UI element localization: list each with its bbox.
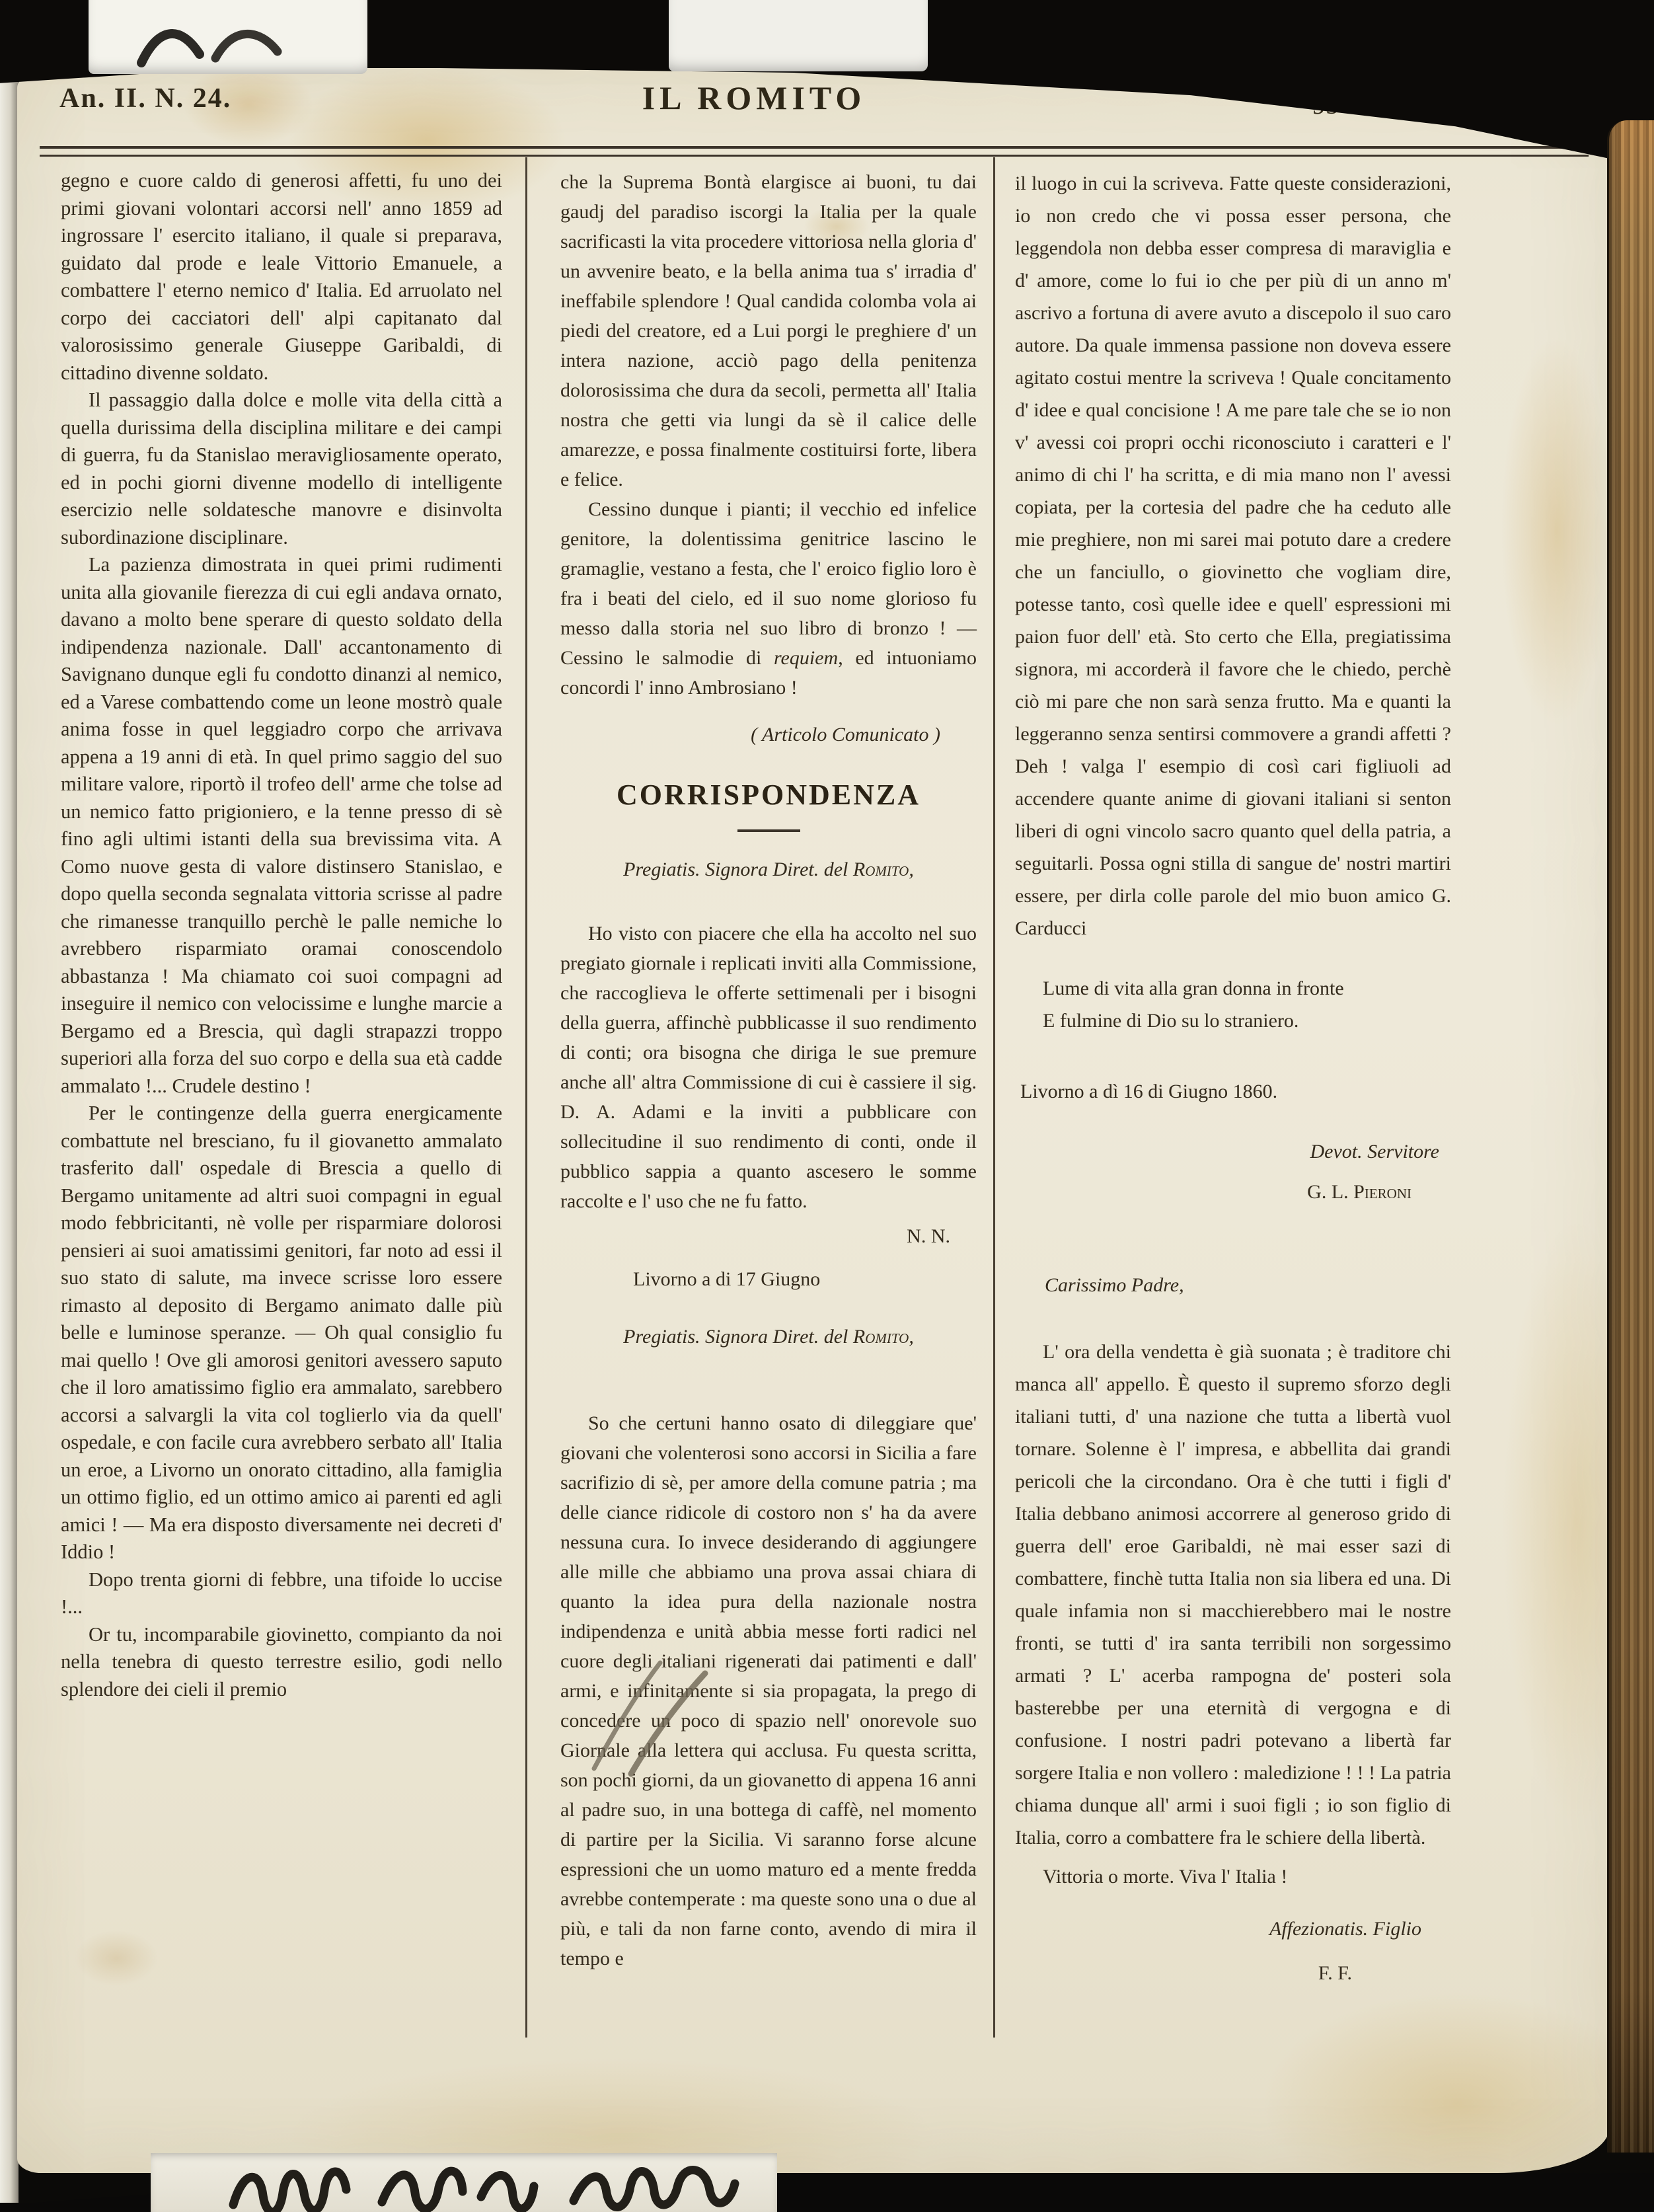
- enclosed-letter-body: L' ora della vendetta è già suonata ; è traditore chi manca all' appello. È questo il supremo sforzo degli italiani tutti, d' una nazione che tutta a libertà vuol tornare. Solenne è l' impresa, e abbellita dai grandi pericoli che la circondano. Ora è che tutti i figli d' Italia debbano animosi accorrere al generoso grido di guerra dell' eroe Garibaldi, nè mai esser sazi di combattere, finchè tutta Italia non sia libera ed una. Di quale infamia non si macchierebbero mai le nostre fronti, se tutti d' ira santa terribili non sorgessimo armati ? L' acerba rampogna de' posteri sola basterebbe per una eternità di vergogna e di confusione. I nostri padri potevano a libertà far sorgere Italia e non vollero : maledizione ! ! ! La patria chiama dunque all' armi i suoi figli ; io son figlio di Italia, corro a combattere fra le schiere della libertà.: [1015, 1341, 1451, 1849]
- enclosed-letter-motto: Vittoria o morte. Viva l' Italia !: [1043, 1866, 1288, 1888]
- column-divider-2: [993, 157, 995, 2038]
- enclosed-letter-salutation: Carissimo Padre,: [1045, 1274, 1184, 1296]
- column-2: [560, 167, 977, 1973]
- article-attribution: ( Articolo Comunicato ): [751, 724, 940, 745]
- letter1-signature: N. N.: [907, 1225, 950, 1247]
- col2-paragraph-cessino: Cessino dunque i pianti; il vecchio ed infelice genitore, la dolentissima genitrice lascino le gramaglie, vestano a festa, che l' eroico figlio loro è fra i beati del cielo, ed il suo nome glorioso fu messo dalla storia nel suo libro di bronzo ! — Cessino le salmodie di requiem, ed intuoniamo concordi l' inno Ambrosiano !: [560, 498, 977, 699]
- col1-paragraph-contingenze: Per le contingenze della guerra energicamente combattute nel bresciano, fu il giovanetto ammalato trasferito dall' ospedale di Brescia a quello di Bergamo unitamente ad altri suoi compagni in egual modo febbricitanti, nè volle per risparmiare dolorosi pensieri ai suoi amatissimi genitori, far noto ad essi il suo stato di salute, ma invece scrisse loro essere rimasto al deposito di Bergamo animato dalle più belle e luminose speranze. — Oh qual consiglio fu mai quello ! Ove gli amorosi genitori avessero saputo che il loro amatissimo figlio era ammalato, sarebbero accorsi a salvargli la vita col toglierlo via da quell' ospedale, e con facile cura avrebbero serbato all' Italia un eroe, a Livorno un onorato cittadino, alla famiglia un ottimo figlio, ed un ottimo amico ai parenti ed agli amici ! — Ma era disposto diversamente nei decreti d' Iddio !: [61, 1102, 502, 1563]
- section-heading-corrispondenza: CORRISPONDENZA: [616, 779, 921, 811]
- book-fore-edge: [1607, 120, 1654, 2153]
- letter2-dateline: Livorno a di 17 Giugno: [633, 1268, 821, 1290]
- enclosed-letter-signoff-role: Affezionatis. Figlio: [1269, 1918, 1421, 1940]
- poem-line-1: Lume di vita alla gran donna in fronte: [1043, 977, 1344, 999]
- poem-line-2: E fulmine di Dio su lo straniero.: [1043, 1010, 1299, 1032]
- issue-label: An. II. N. 24.: [59, 83, 232, 114]
- bookmark-tab-center: [669, 0, 928, 71]
- marker-handwriting: [151, 2153, 777, 2212]
- col1-paragraph-or-tu: Or tu, incomparabile giovinetto, compianto da noi nella tenebra di questo terrestre esilio, godi nello splendore dei cieli il premio: [61, 1622, 502, 1700]
- signoff-role: Devot. Servitore: [1310, 1141, 1439, 1163]
- column-divider-1: [525, 157, 527, 2038]
- page-left-edge: [0, 71, 19, 2203]
- newspaper-page: [17, 68, 1610, 2173]
- heading-dash: [737, 829, 800, 832]
- letter2-date: Livorno a dì 16 di Giugno 1860.: [1020, 1081, 1278, 1102]
- column-1: [61, 167, 502, 1703]
- letter2-body: So che certuni hanno osato di dileggiare que' giovani che volenterosi sono accorsi in Sicilia a fare sacrifizio di sè, per amore della comune patria ; ma delle ciance ridicole di costoro non s' ha da avere nessuna cura. Io invece desiderando di aggiungere alle mille che abbiamo una prova assai chiara di quanto la idea pura della nazionale nostra indipendenza e unità abbia messe forti radici nel cuore degli italiani rigenerati dai patimenti e dall' armi, e infinitamente si sia propagata, la prego di concedere un poco di spazio nell' onorevole suo Giornale alla lettera qui acclusa. Fu questa scritta, son pochi giorni, da un giovanetto di appena 16 anni al padre suo, in una bottega di caffè, nel momento di partire per la Sicilia. Vi saranno forse alcune espressioni che un uomo maturo ed a mente fredda avrebbe contemperate : ma queste sono una o due al più, e tali da non farne conto, avendo di mira il tempo e: [560, 1412, 977, 1969]
- col1-paragraph-passaggio: Il passaggio dalla dolce e molle vita della città a quella durissima della disciplina militare e dei campi di guerra, fu da Stanislao meravigliosamente operato, ed in pochi giorni divenne modello di intelligente esercizio nelle soldatesche manovre e disinvolta subordinazione disciplinare.: [61, 389, 502, 549]
- bookmark-tab-left: [89, 0, 367, 74]
- header-rule: [40, 146, 1589, 157]
- col1-paragraph-continuation: gegno e cuore caldo di generosi affetti, fu uno dei primi giovani volontari accorsi nell' anno 1859 ad ingrossare l' esercito italiano, il quale si preparava, guidato dal prode e leale Vittorio Emanuele, a combattere l' eterno nemico d' Italia. Ed arruolato nel corpo dei cacciatori dell' alpi capitanato dal valorosissimo generale Giuseppe Garibaldi, di cittadino divenne soldato.: [61, 169, 502, 384]
- letter2-salutation: Pregiatis. Signora Diret. del Romito,: [623, 1326, 914, 1348]
- col3-paragraph-continuation: il luogo in cui la scriveva. Fatte queste considerazioni, io non credo che vi possa esser persona, che leggendola non debba esser compresa di maraviglia e d' amore, come lo fui io che per più di un anno m' ascrivo a fortuna di avere avuto a discepolo il suo caro autore. Da quale immensa passione non doveva essere agitato costui mentre la scriveva ! Quale concitamento d' idee e qual concisione ! A me pare tale che se io non v' avessi coi propri occhi riconosciuto i caratteri e l' animo di chi l' ha scritta, e di mia mano non l' avessi copiata, per la cortesia del padre che ha ceduto alle mie preghiere, non mi sarei mai potuto dare a credere che un fanciullo, o giovinetto che vogliam dire, potesse tanto, così quelle idee e quell' espressioni mi paion fuor dell' età. Sto certo che Ella, pregiatissima signora, mi accorderà il favore che le chiedo, perchè ciò mi pare che non sarà senza frutto. Ma e quanti la leggeranno senza sentirsi commovere a grandi affetti ? Deh ! valga l' esempio di così cari figliuoli ad accendere quante anime di giovani italiani si senton liberi di ogni vincolo sacro quanto quel della patria, a seguitarli. Possa ogni stilla di sangue de' nostri martiri essere, per dirla colle parole del mio buon amico G. Carducci: [1015, 172, 1451, 939]
- letter1-body: Ho visto con piacere che ella ha accolto nel suo pregiato giornale i replicati inviti alla Commissione, che raccoglieva le offerte settimenali per i bisogni della guerra, affinchè pubblicasse il suo rendimento di conti; ora bisogna che diriga le sue premure anche all' altra Commissione di cui è cassiere il sig. D. A. Adami e la inviti a pubblicare con sollecitudine il suo rendimento di conti, onde il pubblico sappia a quanto ascesero le somme raccolte e l' uso che ne fu fatto.: [560, 923, 977, 1212]
- column-3: [1015, 167, 1451, 1989]
- col2-paragraph-continuation: che la Suprema Bontà elargisce ai buoni, tu dai gaudj del paradiso iscorgi la Italia per la quale sacrificasti la vita procedere vittoriosa nella gloria d' un avvenire beato, e la bella anima tua s' irradia d' ineffabile splendore ! Qual candida colomba vola ai piedi del creatore, ed a Lui porgi le preghiere d' un intera nazione, acciò pago della penitenza dolorosissima che dura da secoli, permetta all' Italia nostra che getti via lungi da sè il calice delle amarezze, e possa finalmente costituirsi forte, libera e felice.: [560, 171, 977, 490]
- letter1-salutation: Pregiatis. Signora Diret. del Romito,: [623, 858, 914, 880]
- col1-paragraph-tifoide: Dopo trenta giorni di febbre, una tifoide lo uccise !...: [61, 1568, 502, 1618]
- tab-ink-mark: [89, 0, 313, 74]
- enclosed-letter-signoff-initials: F. F.: [1318, 1962, 1352, 1984]
- masthead-title: IL ROMITO: [642, 79, 866, 116]
- col1-paragraph-pazienza: La pazienza dimostrata in quei primi rudimenti unita alla giovanile fierezza di cui egli andava ornato, davano a molto bene sperare di questo soldato della indipendenza nazionale. Dall' accantonamento di Savignano dunque egli fu condotto dinanzi al nemico, ed a Varese combattendo come un leone mostrò quale anima fosse in quel leggiadro corpo che arrivava appena a 19 anni di età. In quel primo saggio del suo militare valore, riportò il trofeo dell' arme che tolse ad un nemico fatto prigioniero, e la tenne presso di sè fino agli ultimi istanti della sua brevissima vita. A Como nuove gesta di valore distinsero Stanislao, e dopo quella seconda segnalata vittoria scrisse al padre che rimanesse tranquillo perchè le palle nemiche lo avrebbero risparmiato oramai conoscendolo abbastanza ! Ma chiamato coi suoi compagni ad inseguire il nemico con velocissime e lunghe marcie a Bergamo ed a Brescia, quì dagli strapazzi troppo superiori alla forza del suo corpo e della sua età cadde ammalato !... Crudele destino !: [61, 553, 502, 1097]
- under-page-edge: [151, 2153, 777, 2212]
- signoff-name: G. L. Pieroni: [1307, 1181, 1411, 1203]
